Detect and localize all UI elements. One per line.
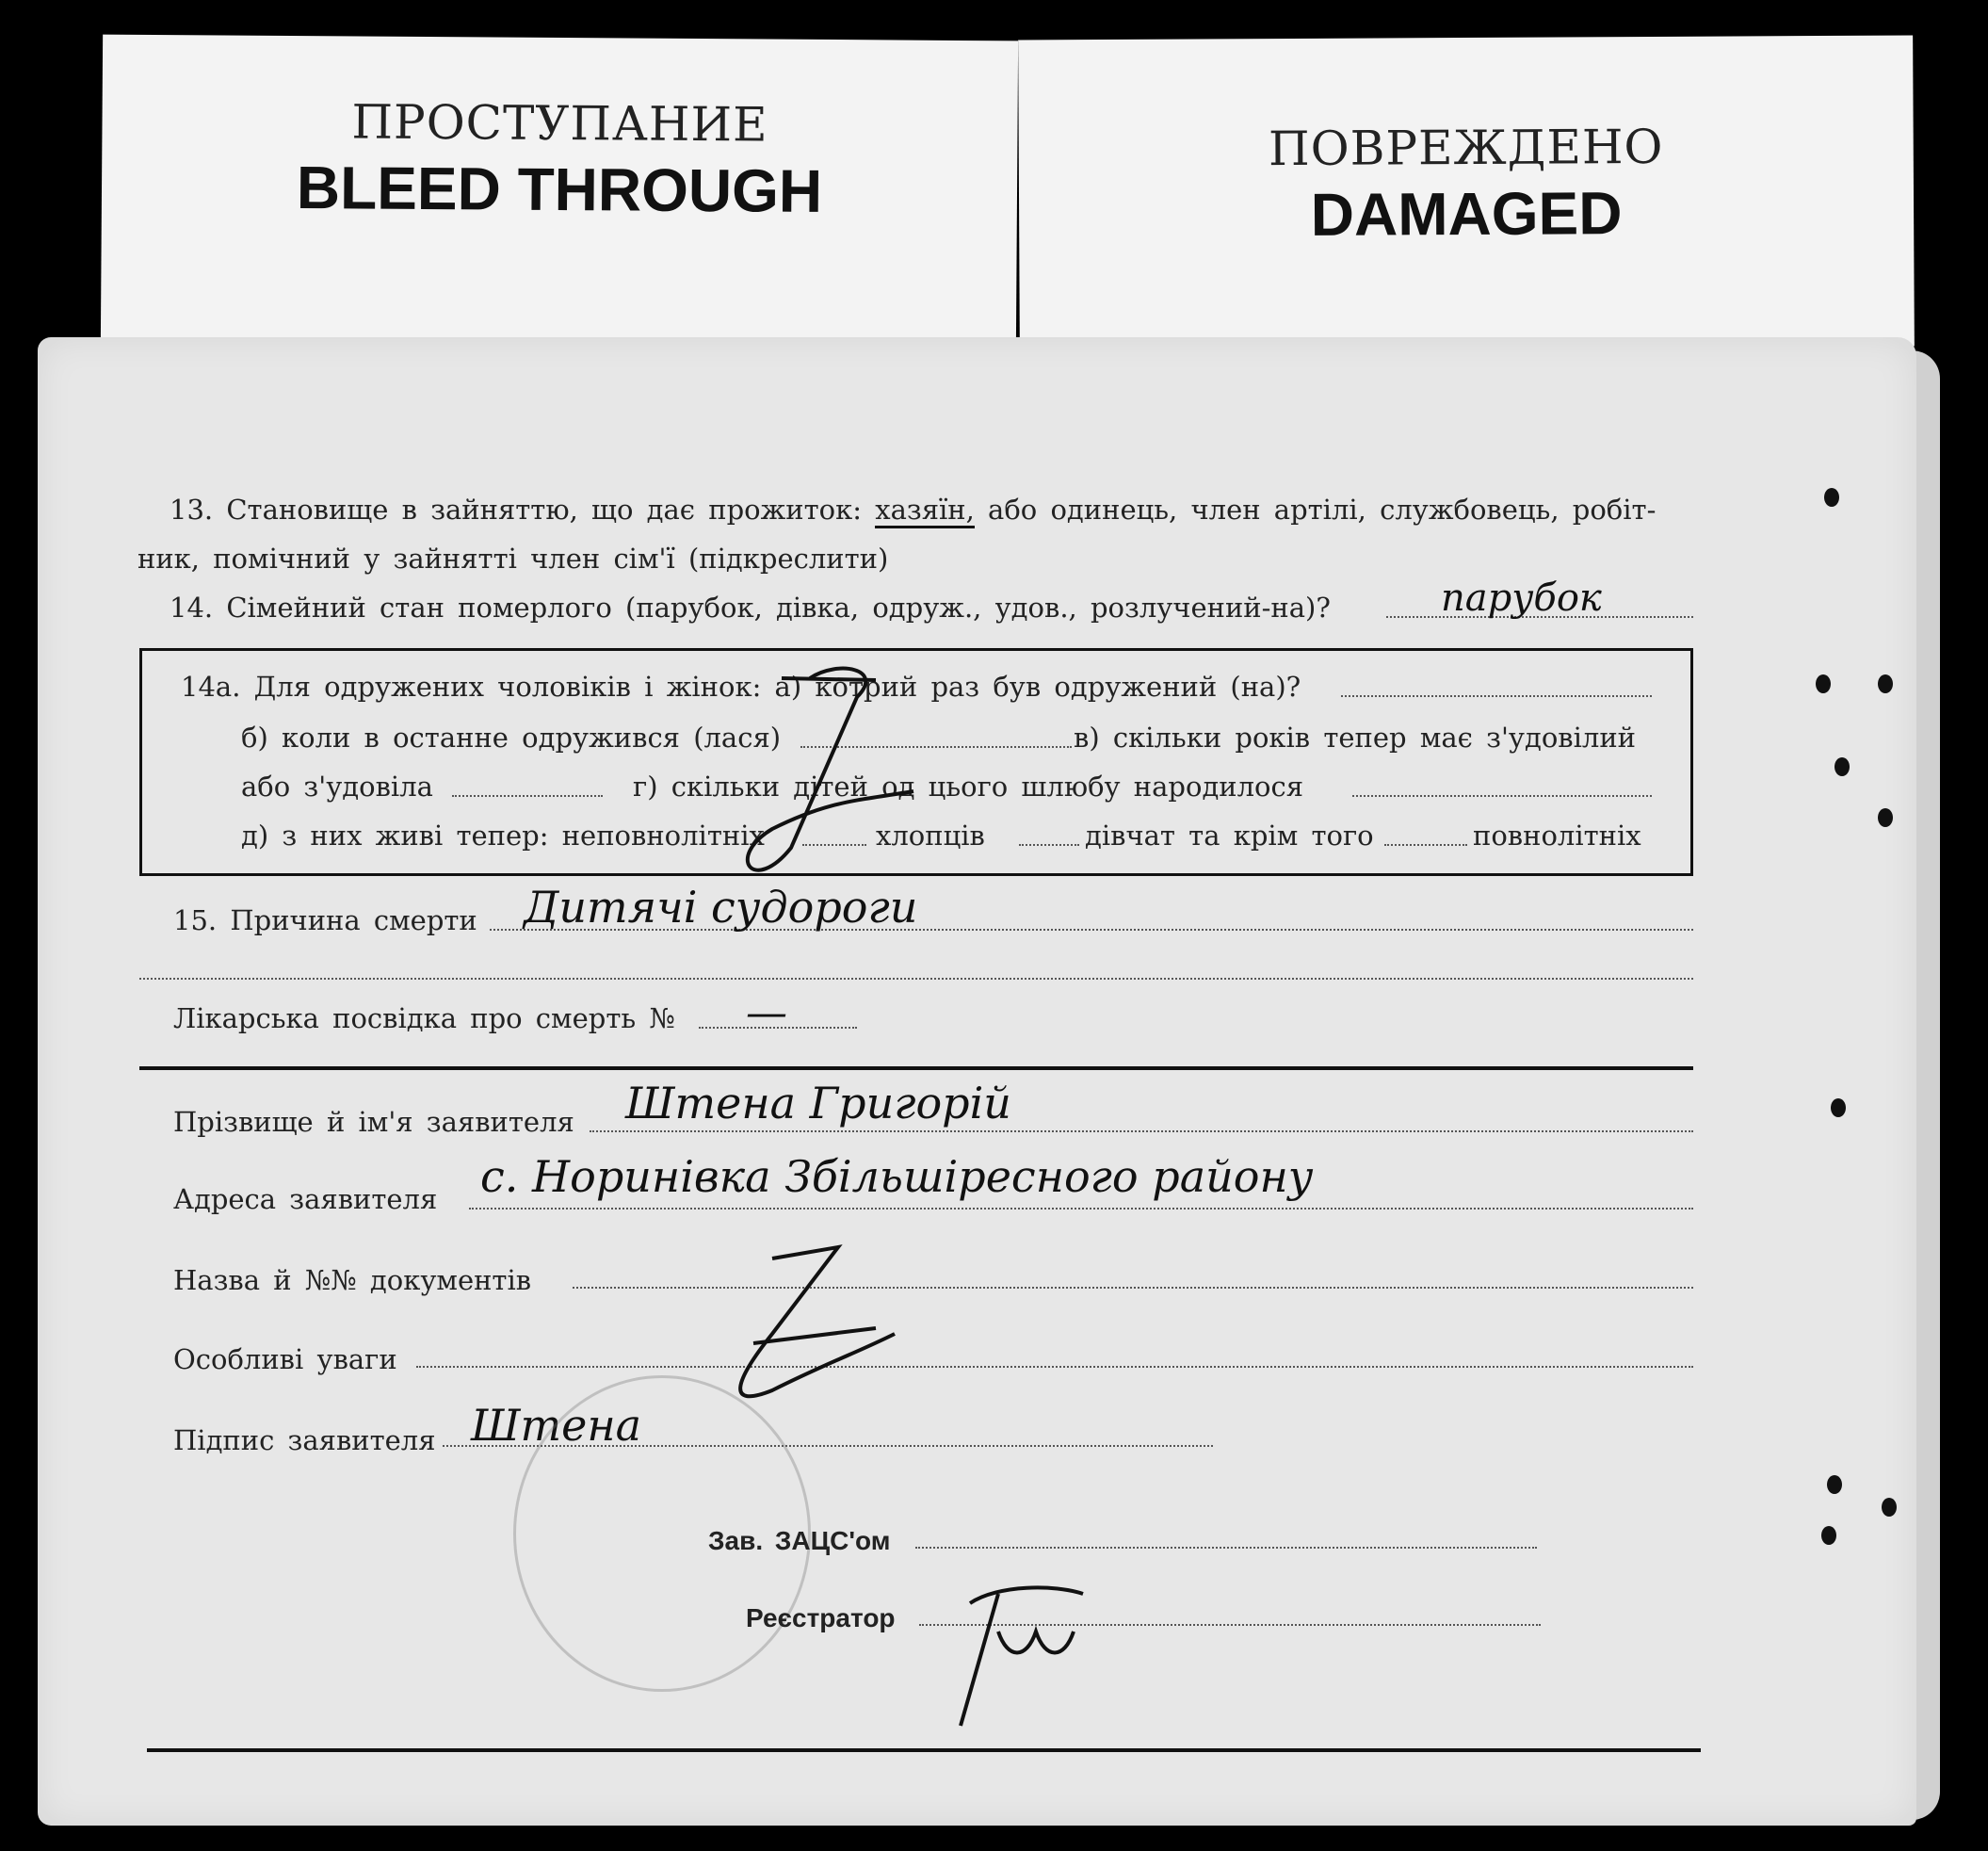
q14a-line3-b: г) скільки дітей од цього шлюбу народилося [633, 771, 1304, 803]
applicant-address-line [469, 1208, 1693, 1210]
q14a-field-g [1352, 795, 1652, 797]
q14a-line3-a: або з'удовіла [241, 771, 433, 803]
q14a-line4-d: повнолітніх [1473, 820, 1641, 852]
punch-hole [1821, 1526, 1836, 1545]
head-signature-line [915, 1547, 1537, 1549]
q14a-line4-b: хлопців [876, 820, 985, 852]
q14a-line2-b: в) скільки років тепер має з'удовілий [1074, 722, 1636, 754]
damaged-card [1018, 36, 1915, 351]
q15-label: 15. Причина смерти [173, 904, 477, 936]
notes-label: Особливі уваги [173, 1343, 397, 1375]
q14a-line2-a: б) коли в останне одружився (лася) [241, 722, 782, 754]
q13-label-b: або одинець, член артілі, службовець, робіт- [988, 494, 1657, 526]
q14a-field-boys [1019, 844, 1079, 846]
q14a-line4-c: дівчат та крім того [1085, 820, 1374, 852]
applicant-name-line [590, 1130, 1693, 1132]
head-label: Зав. ЗАЦС'ом [708, 1526, 891, 1555]
punch-hole [1878, 808, 1893, 827]
q15-handwritten-value: Дитячі судороги [524, 882, 918, 933]
applicant-name-label: Прізвище й ім'я заявителя [173, 1106, 574, 1138]
cert-handwritten-value: — [746, 989, 787, 1037]
q14a-line4-a: д) з них живі тепер: неповнолітніх [241, 820, 765, 852]
damaged-ru: ПОВРЕЖДЕНО [1268, 119, 1664, 177]
q14-label: 14. Сімейний стан померлого (парубок, дівка, одруж., удов., розлучений-на)? [170, 592, 1331, 624]
punch-hole [1834, 757, 1850, 776]
applicant-address-value: с. Норинівка Збільшіресного району [480, 1151, 1314, 1202]
notes-line [416, 1366, 1693, 1368]
bottom-rule [147, 1748, 1701, 1752]
q15-field-line-2 [139, 978, 1693, 980]
q14a-field-v [452, 795, 603, 797]
q14-handwritten-value: парубок [1441, 576, 1602, 620]
damaged-en: DAMAGED [1310, 179, 1623, 249]
q14a-line1: 14а. Для одружених чоловіків і жінок: а) котрий раз був одружений (на)? [181, 671, 1301, 703]
punch-hole [1824, 488, 1839, 507]
q14a-field-girls [1384, 844, 1467, 846]
bleed-through-card [101, 35, 1018, 352]
registrar-label: Реєстратор [746, 1603, 896, 1632]
registrar-signature [942, 1575, 1092, 1745]
punch-hole [1831, 1098, 1846, 1117]
punch-hole [1882, 1498, 1897, 1517]
signature-label: Підпис заявителя [173, 1424, 436, 1456]
cert-label: Лікарська посвідка про смерть № [173, 1002, 675, 1034]
q13-underlined-choice: хазяїн, [875, 494, 975, 528]
q14a-field-a [1341, 695, 1652, 697]
punch-hole [1827, 1475, 1842, 1494]
punch-hole [1878, 674, 1893, 693]
applicant-address-label: Адреса заявителя [173, 1183, 438, 1215]
bleed-through-en: BLEED THROUGH [296, 154, 823, 225]
applicant-signature: Штена [471, 1400, 642, 1451]
q13-label-a: 13. Становище в зайняттю, що дає прожиток: [170, 494, 863, 526]
q13-line1 [170, 494, 1656, 526]
bleed-through-ru: ПРОСТУПАНИЕ [351, 94, 768, 153]
section-divider [139, 1066, 1693, 1070]
documents-label: Назва й №№ документів [173, 1264, 532, 1296]
applicant-name-value: Штена Григорій [625, 1078, 1011, 1128]
q13-line2: ник, помічний у зайнятті член сім'ї (підкреслити) [137, 543, 889, 575]
punch-hole [1816, 674, 1831, 693]
q14a-strike-scribble [697, 659, 932, 885]
documents-strike-scribble [716, 1240, 904, 1409]
